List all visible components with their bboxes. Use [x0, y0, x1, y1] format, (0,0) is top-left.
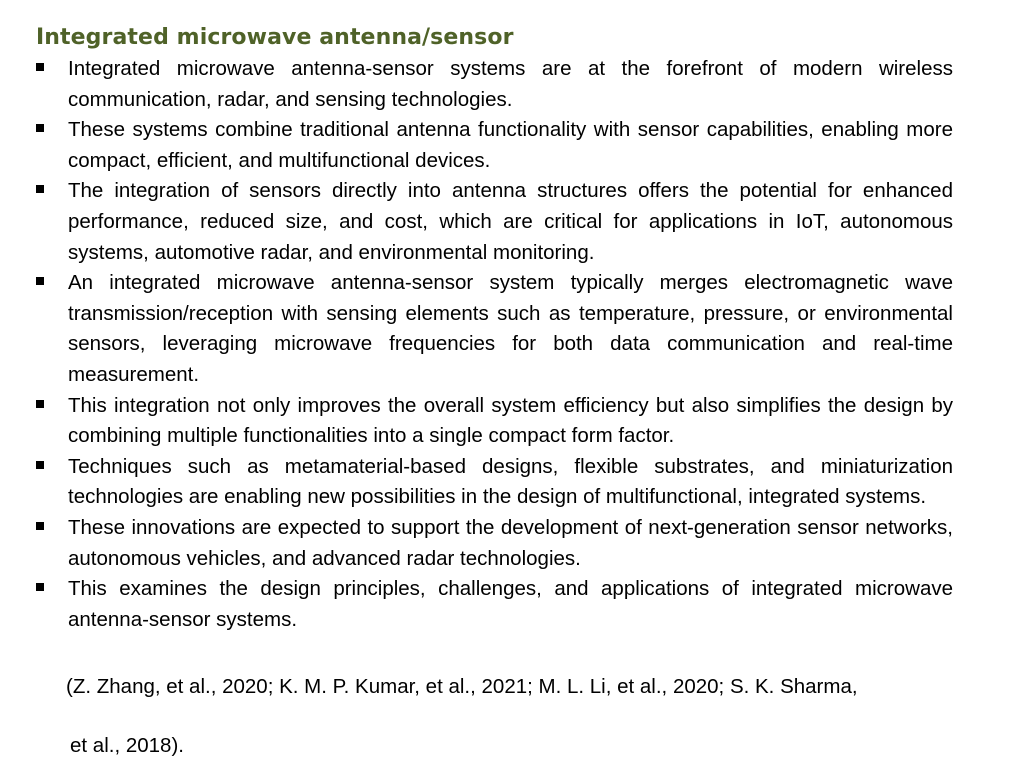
- bullet-item: [36, 452, 953, 513]
- bullet-text: These innovations are expected to support the development of next-generation sensor networks, autonomous vehicles, and advanced radar technologies.: [68, 515, 953, 570]
- bullet-list: [36, 54, 953, 635]
- bullet-text: Techniques such as metamaterial-based designs, flexible substrates, and miniaturization technologies are enabling new possibilities in the design of multifunctional, integrated systems.: [68, 454, 953, 509]
- bullet-text: This integration not only improves the overall system efficiency but also simplifies the design by combining multiple functionalities into a single compact form factor.: [68, 393, 953, 448]
- bullet-item: [36, 176, 953, 268]
- square-bullet-icon: [36, 124, 44, 132]
- slide-title: Integrated microwave antenna/sensor: [36, 25, 514, 50]
- bullet-item: [36, 574, 953, 635]
- bullet-item: [36, 115, 953, 176]
- square-bullet-icon: [36, 277, 44, 285]
- bullet-text: This examines the design principles, challenges, and applications of integrated microwave antenna-sensor systems.: [68, 577, 953, 631]
- square-bullet-icon: [36, 461, 44, 469]
- square-bullet-icon: [36, 522, 44, 530]
- bullet-text: These systems combine traditional antenna functionality with sensor capabilities, enabling more compact, efficient, and multifunctional devices.: [68, 118, 953, 172]
- bullet-text: The integration of sensors directly into antenna structures offers the potential for enhanced performance, reduced size, and cost, which are critical for applications in IoT, autonomous systems, automotive radar, and environmental monitoring.: [68, 179, 953, 264]
- bullet-item: [36, 268, 953, 390]
- bullet-item: [36, 513, 953, 574]
- bullet-text: An integrated microwave antenna-sensor system typically merges electromagnetic wave transmission/reception with sensing elements such as temperature, pressure, or environmental sensors, leveraging microwave frequencies for both data communication and real-time measurement.: [68, 271, 953, 386]
- bullet-item: [36, 54, 953, 115]
- square-bullet-icon: [36, 400, 44, 408]
- bullet-item: [36, 391, 953, 452]
- square-bullet-icon: [36, 583, 44, 591]
- square-bullet-icon: [36, 185, 44, 193]
- citation-line: (Z. Zhang, et al., 2020; K. M. P. Kumar, et al., 2021; M. L. Li, et al., 2020; S. K. Sharma,: [66, 675, 858, 698]
- bullet-text: Integrated microwave antenna-sensor systems are at the forefront of modern wireless communication, radar, and sensing technologies.: [68, 57, 953, 111]
- square-bullet-icon: [36, 63, 44, 71]
- citation-continuation: et al., 2018).: [70, 734, 184, 757]
